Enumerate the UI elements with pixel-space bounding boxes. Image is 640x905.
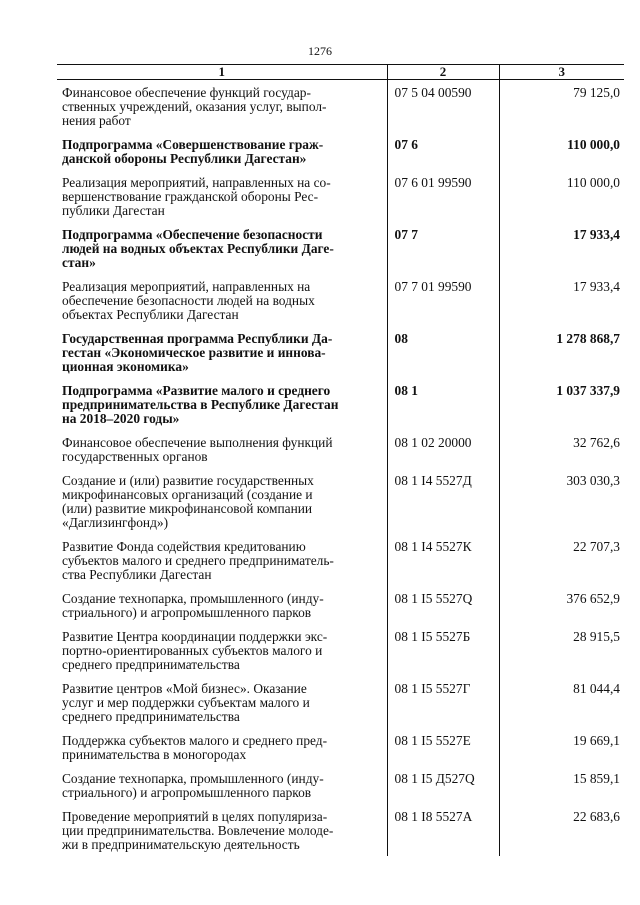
row-name: Создание технопарка, промышленного (инду- стриального) и агропромышленного парков [62,591,324,620]
row-amount: 376 652,9 [499,592,624,630]
row-name: Реализация мероприятий, направленных на обеспечение безопасности людей на водных объектах Республики Дагестан [62,279,315,322]
table-row [57,734,624,772]
row-code: 08 1 I4 5527К [387,540,499,592]
table-row [57,772,624,810]
row-code: 07 6 [387,138,499,176]
row-amount: 32 762,6 [499,436,624,474]
table-row [57,138,624,176]
row-code: 08 1 02 20000 [387,436,499,474]
table-row [57,436,624,474]
table-row [57,280,624,332]
column-header-amount: 3 [499,65,624,80]
row-name: Создание и (или) развитие государственных микрофинансовых организаций (создание и (или) развитие микрофинансовой компании «Даглизингфонд») [62,473,314,530]
row-amount: 19 669,1 [499,734,624,772]
row-amount: 303 030,3 [499,474,624,540]
row-code: 08 [387,332,499,384]
row-name: Реализация мероприятий, направленных на со- вершенствование гражданской обороны Рес- публики Дагестан [62,175,331,218]
row-code: 07 6 01 99590 [387,176,499,228]
table-body [57,80,624,857]
table-row [57,384,624,436]
row-amount: 22 683,6 [499,810,624,856]
row-name: Создание технопарка, промышленного (инду- стриального) и агропромышленного парков [62,771,324,800]
table-row [57,332,624,384]
row-code: 08 1 I5 5527Б [387,630,499,682]
row-name: Поддержка субъектов малого и среднего пред- принимательства в моногородах [62,733,328,762]
table-row [57,228,624,280]
table-row [57,630,624,682]
budget-table [57,64,624,856]
row-amount: 28 915,5 [499,630,624,682]
column-header-code: 2 [387,65,499,80]
row-name: Подпрограмма «Развитие малого и среднего предпринимательства в Республике Дагестан на 2018–2020 годы» [62,383,339,426]
table-row [57,810,624,856]
row-code: 08 1 I5 5527Q [387,592,499,630]
row-code: 07 7 [387,228,499,280]
table-row [57,682,624,734]
row-name: Государственная программа Республики Да- гестан «Экономическое развитие и иннова- ционная экономика» [62,331,333,374]
row-code: 08 1 I8 5527А [387,810,499,856]
row-name: Финансовое обеспечение функций государ- ственных учреждений, оказания услуг, выпол- нения работ [62,85,327,128]
table-row [57,592,624,630]
row-name: Подпрограмма «Обеспечение безопасности людей на водных объектах Республики Даге- стан» [62,227,334,270]
row-name: Финансовое обеспечение выполнения функций государственных органов [62,435,333,464]
row-code: 07 7 01 99590 [387,280,499,332]
row-amount: 110 000,0 [499,176,624,228]
row-amount: 15 859,1 [499,772,624,810]
row-code: 08 1 I4 5527Д [387,474,499,540]
row-amount: 110 000,0 [499,138,624,176]
row-amount: 81 044,4 [499,682,624,734]
table-header-row [57,65,624,80]
row-name: Развитие Фонда содействия кредитованию субъектов малого и среднего предприниматель- ства Республики Дагестан [62,539,334,582]
column-header-name: 1 [57,65,387,80]
row-code: 08 1 [387,384,499,436]
row-name: Подпрограмма «Совершенствование граж- данской обороны Республики Дагестан» [62,137,324,166]
row-amount: 22 707,3 [499,540,624,592]
table-row [57,474,624,540]
row-name: Развитие Центра координации поддержки экс- портно-ориентированных субъектов малого и среднего предпринимательства [62,629,328,672]
row-code: 08 1 I5 5527Г [387,682,499,734]
table-row [57,540,624,592]
table-row [57,80,624,139]
row-name: Проведение мероприятий в целях популяриза- ции предпринимательства. Вовлечение молоде- жи в предпринимательскую деятельность [62,809,334,852]
row-amount: 1 037 337,9 [499,384,624,436]
row-amount: 17 933,4 [499,280,624,332]
table-row [57,176,624,228]
row-code: 08 1 I5 Д527Q [387,772,499,810]
row-amount: 17 933,4 [499,228,624,280]
row-code: 08 1 I5 5527Е [387,734,499,772]
row-code: 07 5 04 00590 [387,80,499,139]
row-amount: 79 125,0 [499,80,624,139]
row-name: Развитие центров «Мой бизнес». Оказание услуг и мер поддержки субъектам малого и среднего предпринимательства [62,681,310,724]
row-amount: 1 278 868,7 [499,332,624,384]
page-number: 1276 [308,44,332,58]
